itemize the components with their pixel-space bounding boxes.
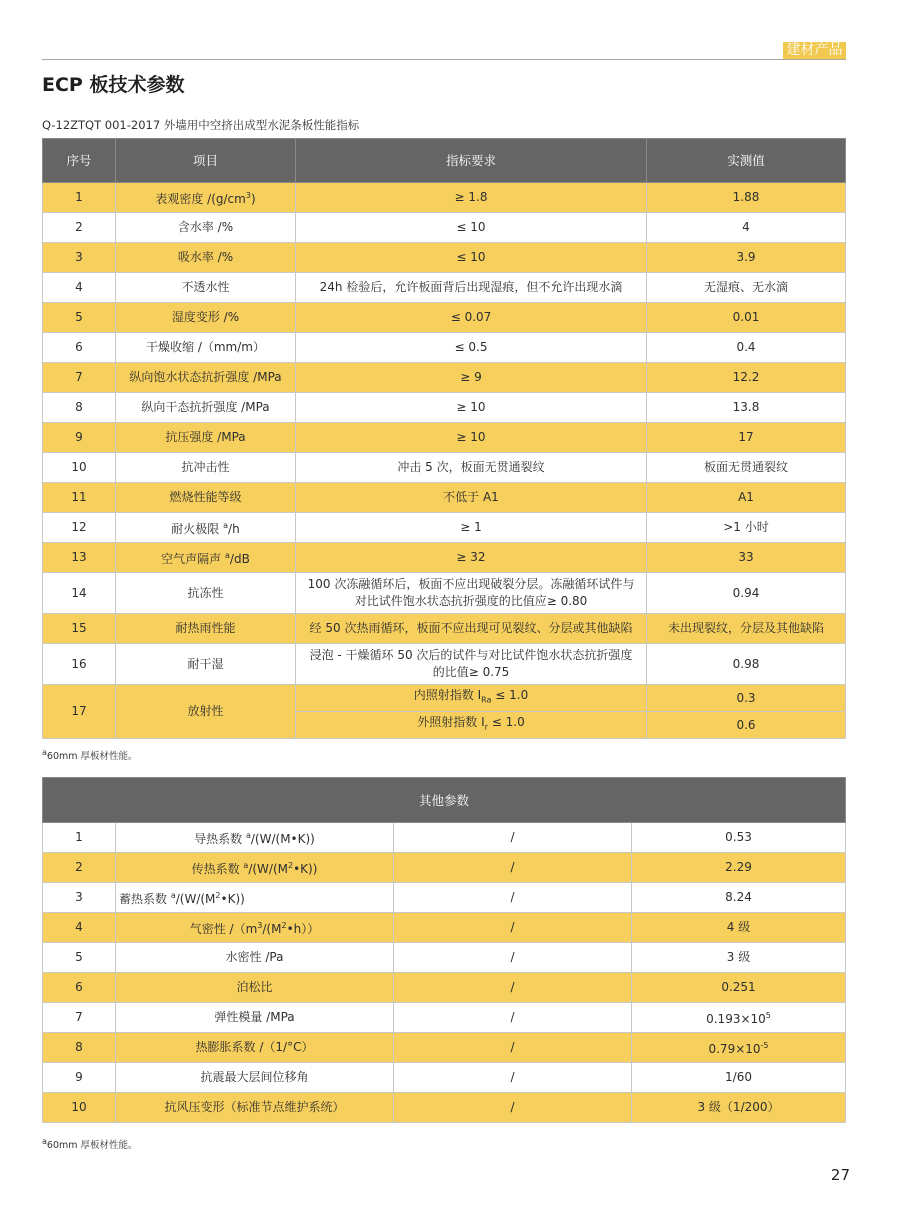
row-number: 11: [43, 483, 116, 513]
row-item: 抗压强度 /MPa: [116, 423, 296, 453]
row-requirement: /: [394, 1033, 632, 1063]
row-value: $0.79\times 10^{-5}$: [632, 1033, 846, 1063]
row-item: 蓄热系数 $^a/(W/(M^2•K))$: [116, 883, 394, 913]
table-row: [43, 614, 846, 644]
row-number: 4: [43, 913, 116, 943]
table-row: [43, 913, 846, 943]
row-value: 3 级: [632, 943, 846, 973]
row-value: 0.94: [647, 573, 846, 614]
row-value: 17: [647, 423, 846, 453]
table-row: [43, 1093, 846, 1123]
table-row: [43, 243, 846, 273]
table-row: [43, 333, 846, 363]
row-item: 不透水性: [116, 273, 296, 303]
row-number: 15: [43, 614, 116, 644]
row-requirement: /: [394, 913, 632, 943]
table-row: [43, 685, 846, 712]
row-requirement: 外照射指数 $I_r \le 1.0$: [296, 712, 647, 739]
row-item: 纵向饱水状态抗折强度 /MPa: [116, 363, 296, 393]
footnote: $^a$60mm 厚板材性能。: [42, 748, 138, 763]
table-header-row: [43, 139, 846, 183]
row-requirement: /: [394, 973, 632, 1003]
footnote: $^a$60mm 厚板材性能。: [42, 1137, 138, 1152]
row-value: 3.9: [647, 243, 846, 273]
column-header: 指标要求: [296, 139, 647, 183]
row-item: 抗冻性: [116, 573, 296, 614]
row-value: >1 小时: [647, 513, 846, 543]
table-row: [43, 543, 846, 573]
table-row: [43, 573, 846, 614]
row-value: 0.6: [647, 712, 846, 739]
row-item: 纵向干态抗折强度 /MPa: [116, 393, 296, 423]
row-value: 无湿痕、无水滴: [647, 273, 846, 303]
row-item: 空气声隔声 $^a$/dB: [116, 543, 296, 573]
row-number: 9: [43, 423, 116, 453]
table-row: [43, 483, 846, 513]
row-number: 8: [43, 1033, 116, 1063]
table-row: [43, 363, 846, 393]
row-item: 气密性 $/(m^3/(M^2•h))$: [116, 913, 394, 943]
row-requirement: 经 50 次热雨循环，板面不应出现可见裂纹、分层或其他缺陷: [296, 614, 647, 644]
performance-table: [42, 138, 846, 739]
row-item: 耐热雨性能: [116, 614, 296, 644]
table-header-row: [43, 778, 846, 823]
row-value: A1: [647, 483, 846, 513]
row-requirement: ≥ 10: [296, 393, 647, 423]
column-header: 序号: [43, 139, 116, 183]
row-requirement: ≤ 0.5: [296, 333, 647, 363]
row-requirement: ≥ 10: [296, 423, 647, 453]
row-item: 耐干湿: [116, 644, 296, 685]
row-item: 抗震最大层间位移角: [116, 1063, 394, 1093]
row-item: 导热系数 $^a$/(W/(M•K)): [116, 823, 394, 853]
row-number: 3: [43, 883, 116, 913]
row-value: 8.24: [632, 883, 846, 913]
row-number: 8: [43, 393, 116, 423]
row-item: 放射性: [116, 685, 296, 739]
row-number: 2: [43, 213, 116, 243]
row-requirement: 冲击 5 次，板面无贯通裂纹: [296, 453, 647, 483]
row-number: 1: [43, 183, 116, 213]
row-requirement: ≥ 9: [296, 363, 647, 393]
row-requirement: 100 次冻融循环后，板面不应出现破裂分层。冻融循环试件与 对比试件饱水状态抗折强度的比值应≥ 0.80: [296, 573, 647, 614]
row-number: 7: [43, 363, 116, 393]
row-value: 0.53: [632, 823, 846, 853]
row-requirement: ≥ 1.8: [296, 183, 647, 213]
row-value: 0.4: [647, 333, 846, 363]
row-value: 0.01: [647, 303, 846, 333]
row-item: 吸水率 /%: [116, 243, 296, 273]
row-requirement: /: [394, 1003, 632, 1033]
row-requirement: /: [394, 823, 632, 853]
row-number: 17: [43, 685, 116, 739]
row-value: 13.8: [647, 393, 846, 423]
table-row: [43, 423, 846, 453]
table-row: [43, 644, 846, 685]
page-number: 27: [830, 1166, 850, 1184]
table-row: [43, 1063, 846, 1093]
row-item: 泊松比: [116, 973, 394, 1003]
row-value: 0.98: [647, 644, 846, 685]
other-parameters-table: [42, 777, 846, 1123]
row-item: 水密性 /Pa: [116, 943, 394, 973]
table-row: [43, 973, 846, 1003]
row-requirement: /: [394, 883, 632, 913]
row-number: 13: [43, 543, 116, 573]
table-row: [43, 513, 846, 543]
table-row: [43, 393, 846, 423]
row-requirement: /: [394, 943, 632, 973]
row-item: 弹性模量 /MPa: [116, 1003, 394, 1033]
section-tag: 建材产品: [783, 42, 846, 59]
row-requirement: ≥ 32: [296, 543, 647, 573]
row-requirement: 浸泡 - 干燥循环 50 次后的试件与对比试件饱水状态抗折强度 的比值≥ 0.75: [296, 644, 647, 685]
row-item: 传热系数 $^a/(W/(M^2•K))$: [116, 853, 394, 883]
row-value: 2.29: [632, 853, 846, 883]
row-item: 抗风压变形（标准节点维护系统）: [116, 1093, 394, 1123]
table-header: 其他参数: [43, 778, 846, 823]
row-number: 6: [43, 333, 116, 363]
table-row: [43, 1003, 846, 1033]
row-item: 抗冲击性: [116, 453, 296, 483]
row-number: 12: [43, 513, 116, 543]
row-value: 板面无贯通裂纹: [647, 453, 846, 483]
table-row: [43, 303, 846, 333]
row-requirement: ≤ 10: [296, 243, 647, 273]
row-number: 5: [43, 303, 116, 333]
table-row: [43, 943, 846, 973]
row-number: 6: [43, 973, 116, 1003]
row-value: 4 级: [632, 913, 846, 943]
row-requirement: /: [394, 1093, 632, 1123]
row-value: 3 级（1/200）: [632, 1093, 846, 1123]
table-subtitle: Q-12ZTQT 001-2017 外墙用中空挤出成型水泥条板性能指标: [42, 118, 360, 132]
row-value: 1/60: [632, 1063, 846, 1093]
row-requirement: 不低于 A1: [296, 483, 647, 513]
row-item: 耐火极限 $^a$/h: [116, 513, 296, 543]
row-number: 10: [43, 453, 116, 483]
row-number: 5: [43, 943, 116, 973]
row-item: 干燥收缩 /（mm/m）: [116, 333, 296, 363]
row-number: 4: [43, 273, 116, 303]
row-item: 热膨胀系数 /（1/°C）: [116, 1033, 394, 1063]
row-requirement: 内照射指数 $I_{Ra} \le 1.0$: [296, 685, 647, 712]
row-number: 2: [43, 853, 116, 883]
table-row: [43, 453, 846, 483]
row-requirement: ≤ 0.07: [296, 303, 647, 333]
table-row: [43, 273, 846, 303]
row-value: 1.88: [647, 183, 846, 213]
row-number: 10: [43, 1093, 116, 1123]
row-value: 33: [647, 543, 846, 573]
row-number: 7: [43, 1003, 116, 1033]
table-row: [43, 1033, 846, 1063]
table-row: [43, 883, 846, 913]
row-value: 0.251: [632, 973, 846, 1003]
row-number: 3: [43, 243, 116, 273]
row-number: 1: [43, 823, 116, 853]
row-requirement: /: [394, 853, 632, 883]
page-title: ECP 板技术参数: [42, 74, 185, 96]
column-header: 项目: [116, 139, 296, 183]
row-value: $0.193\times 10^5$: [632, 1003, 846, 1033]
row-requirement: ≥ 1: [296, 513, 647, 543]
row-requirement: 24h 检验后，允许板面背后出现湿痕，但不允许出现水滴: [296, 273, 647, 303]
row-item: 表观密度 $/(g/cm^3)$: [116, 183, 296, 213]
row-number: 16: [43, 644, 116, 685]
row-number: 9: [43, 1063, 116, 1093]
row-requirement: ≤ 10: [296, 213, 647, 243]
row-value: 未出现裂纹，分层及其他缺陷: [647, 614, 846, 644]
row-value: 12.2: [647, 363, 846, 393]
row-number: 14: [43, 573, 116, 614]
table-row: [43, 823, 846, 853]
row-item: 燃烧性能等级: [116, 483, 296, 513]
column-header: 实测值: [647, 139, 846, 183]
header-rule: [42, 59, 846, 60]
row-item: 含水率 /%: [116, 213, 296, 243]
table-row: [43, 853, 846, 883]
row-requirement: /: [394, 1063, 632, 1093]
row-value: 4: [647, 213, 846, 243]
table-row: [43, 183, 846, 213]
table-row: [43, 213, 846, 243]
row-item: 湿度变形 /%: [116, 303, 296, 333]
row-value: 0.3: [647, 685, 846, 712]
